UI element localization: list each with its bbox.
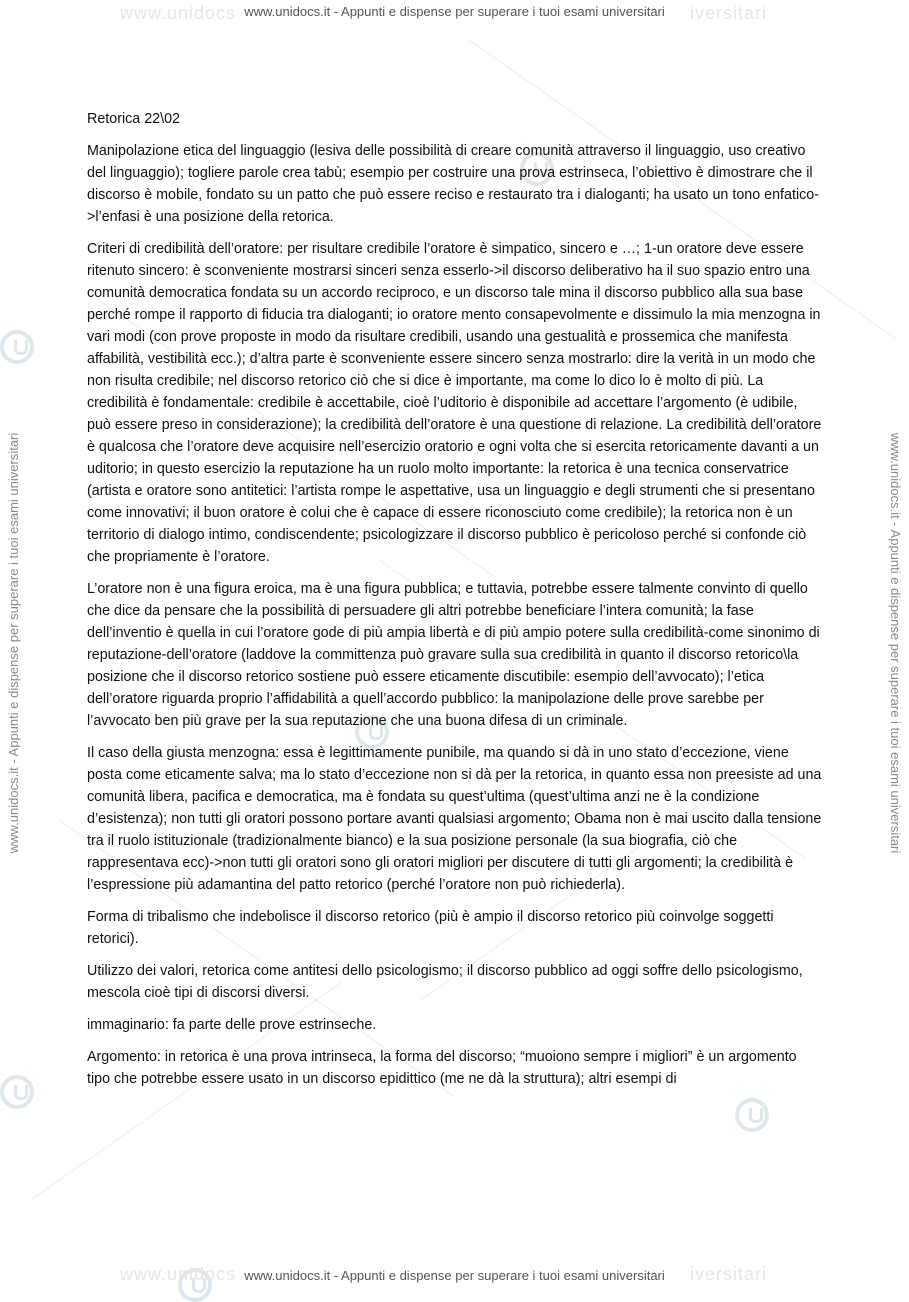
watermark-right-side: www.unidocs.it - Appunti e dispense per superare i tuoi esami universitari: [888, 432, 903, 854]
watermark-ghost-bottom-right: iversitari: [690, 1264, 768, 1284]
watermark-logo-icon: [0, 1075, 34, 1109]
watermark-logo-icon: [0, 330, 34, 364]
watermark-footer: www.unidocs.it - Appunti e dispense per superare i tuoi esami universitari: [244, 1268, 665, 1283]
watermark-logo-icon: [735, 1098, 769, 1132]
paragraph: Manipolazione etica del linguaggio (lesiva delle possibilità di creare comunità attraverso il linguaggio, uso creativo del linguaggio); togliere parole crea tabù; esempio per costruire una prova estrinseca, l’obiettivo è dimostrare che il discorso è mobile, fondato su un patto che può essere reciso e restaurato tra i dialoganti; ha usato un tono enfatico->l’enfasi è una posizione della retorica.: [87, 143, 819, 225]
paragraph: Utilizzo dei valori, retorica come antitesi dello psicologismo; il discorso pubblico ad oggi soffre dello psicologismo, mescola cioè tipi di discorsi diversi.: [87, 963, 803, 1001]
watermark-ghost-top-left: www.unidocs: [120, 3, 237, 23]
document-body: [87, 108, 822, 1100]
paragraph: Argomento: in retorica è una prova intrinseca, la forma del discorso; “muoiono sempre i migliori” è un argomento tipo che potrebbe essere usato in un discorso epidittico (me ne dà la struttura); altri esempi di: [87, 1049, 797, 1087]
paragraph: immaginario: fa parte delle prove estrinseche.: [87, 1017, 377, 1033]
watermark-ghost-bottom-left: www.unidocs: [120, 1264, 237, 1284]
paragraph: L’oratore non è una figura eroica, ma è una figura pubblica; e tuttavia, potrebbe essere talmente convinto di quello che dice da pensare che la possibilità di persuadere gli altri potrebbe beneficiare l’intera comunità; la fase dell’inventio è quella in cui l’oratore gode di più ampia libertà e di più ampio potere sulla credibilità-come sinonimo di reputazione-dell’oratore (laddove la committenza può gravare sulla sua credibilità in quanto il discorso retorico\la posizione che il discorso retorico sostiene può essere eticamente discutibile: esempio dell’avvocato); l’etica dell’oratore riguarda proprio l’affidabilità a quell’accordo pubblico: la manipolazione delle prove sarebbe per l’avvocato ben più grave per la sua reputazione che una buona difesa di un criminale.: [87, 581, 820, 729]
watermark-ghost-top-right: iversitari: [690, 3, 768, 23]
paragraph: Criteri di credibilità dell’oratore: per risultare credibile l’oratore è simpatico, sincero e …; 1-un oratore deve essere ritenuto sincero: è sconveniente mostrarsi sinceri senza esserlo->il discorso deliberativo ha il suo spazio entro una comunità democratica fondata su un accordo reciproco, e un discorso tale mina il discorso pubblico alla sua base perché rompe il rapporto di fiducia tra dialoganti; io oratore mento consapevolmente e dissimulo la mia menzogna in vari modi (con prove proposte in modo da risultare credibili, usando una gestualità e prossemica che manifesta affabilità, vestibilità ecc.); d’altra parte è sconveniente essere sincero senza mostrarlo: dire la verità in un modo che non risulta credibile; nel discorso retorico ciò che si dice è importante, ma come lo dico lo è molto di più. La credibilità è fondamentale: credibile è accettabile, cioè l’uditorio è disponibile ad accettare l’argomento (è udibile, può essere preso in considerazione); la credibilità dell’oratore è una questione di relazione. La credibilità dell’oratore è qualcosa che l’oratore deve acquisire nell’esercizio oratorio e ogni volta che si esercita retoricamente davanti a un uditorio; in questo esercizio la reputazione ha un ruolo molto importante: la retorica è una tecnica conservatrice (artista e oratore sono antitetici: l’artista rompe le aspettative, usa un linguaggio e degli strumenti che si presentano come innovativi; il buon oratore è colui che è capace di essere riconosciuto come credibile); la retorica non è un territorio di dialogo intimo, condiscendente; psicologizzare il discorso pubblico è pericoloso perché si confonde ciò che propriamente è l’oratore.: [87, 241, 822, 565]
document-title: Retorica 22\02: [87, 111, 180, 127]
watermark-header: www.unidocs.it - Appunti e dispense per superare i tuoi esami universitari: [244, 4, 665, 19]
paragraph: Il caso della giusta menzogna: essa è legittimamente punibile, ma quando si dà in uno stato d’eccezione, viene posta come eticamente salva; ma lo stato d’eccezione non si dà per la retorica, in quanto essa non preesiste ad una comunità libera, pacifica e democratica, ma è fondata su quest’ultima (quest’ultima anzi ne è la condizione d’esistenza); non tutti gli oratori possono portare avanti qualsiasi argomento; Obama non è mai uscito dalla tensione tra il ruolo istituzionale (tradizionalmente bianco) e la sua posizione personale (la sua biografia, ciò che rappresentava ecc)->non tutti gli oratori sono gli oratori migliori per discutere di tutti gli argomenti; la credibilità è l’espressione più adamantina del patto retorico (perché l’oratore non può richiederla).: [87, 745, 822, 893]
watermark-left-side: www.unidocs.it - Appunti e dispense per superare i tuoi esami universitari: [6, 432, 21, 854]
paragraph: Forma di tribalismo che indebolisce il discorso retorico (più è ampio il discorso retorico più coinvolge soggetti retorici).: [87, 909, 774, 947]
